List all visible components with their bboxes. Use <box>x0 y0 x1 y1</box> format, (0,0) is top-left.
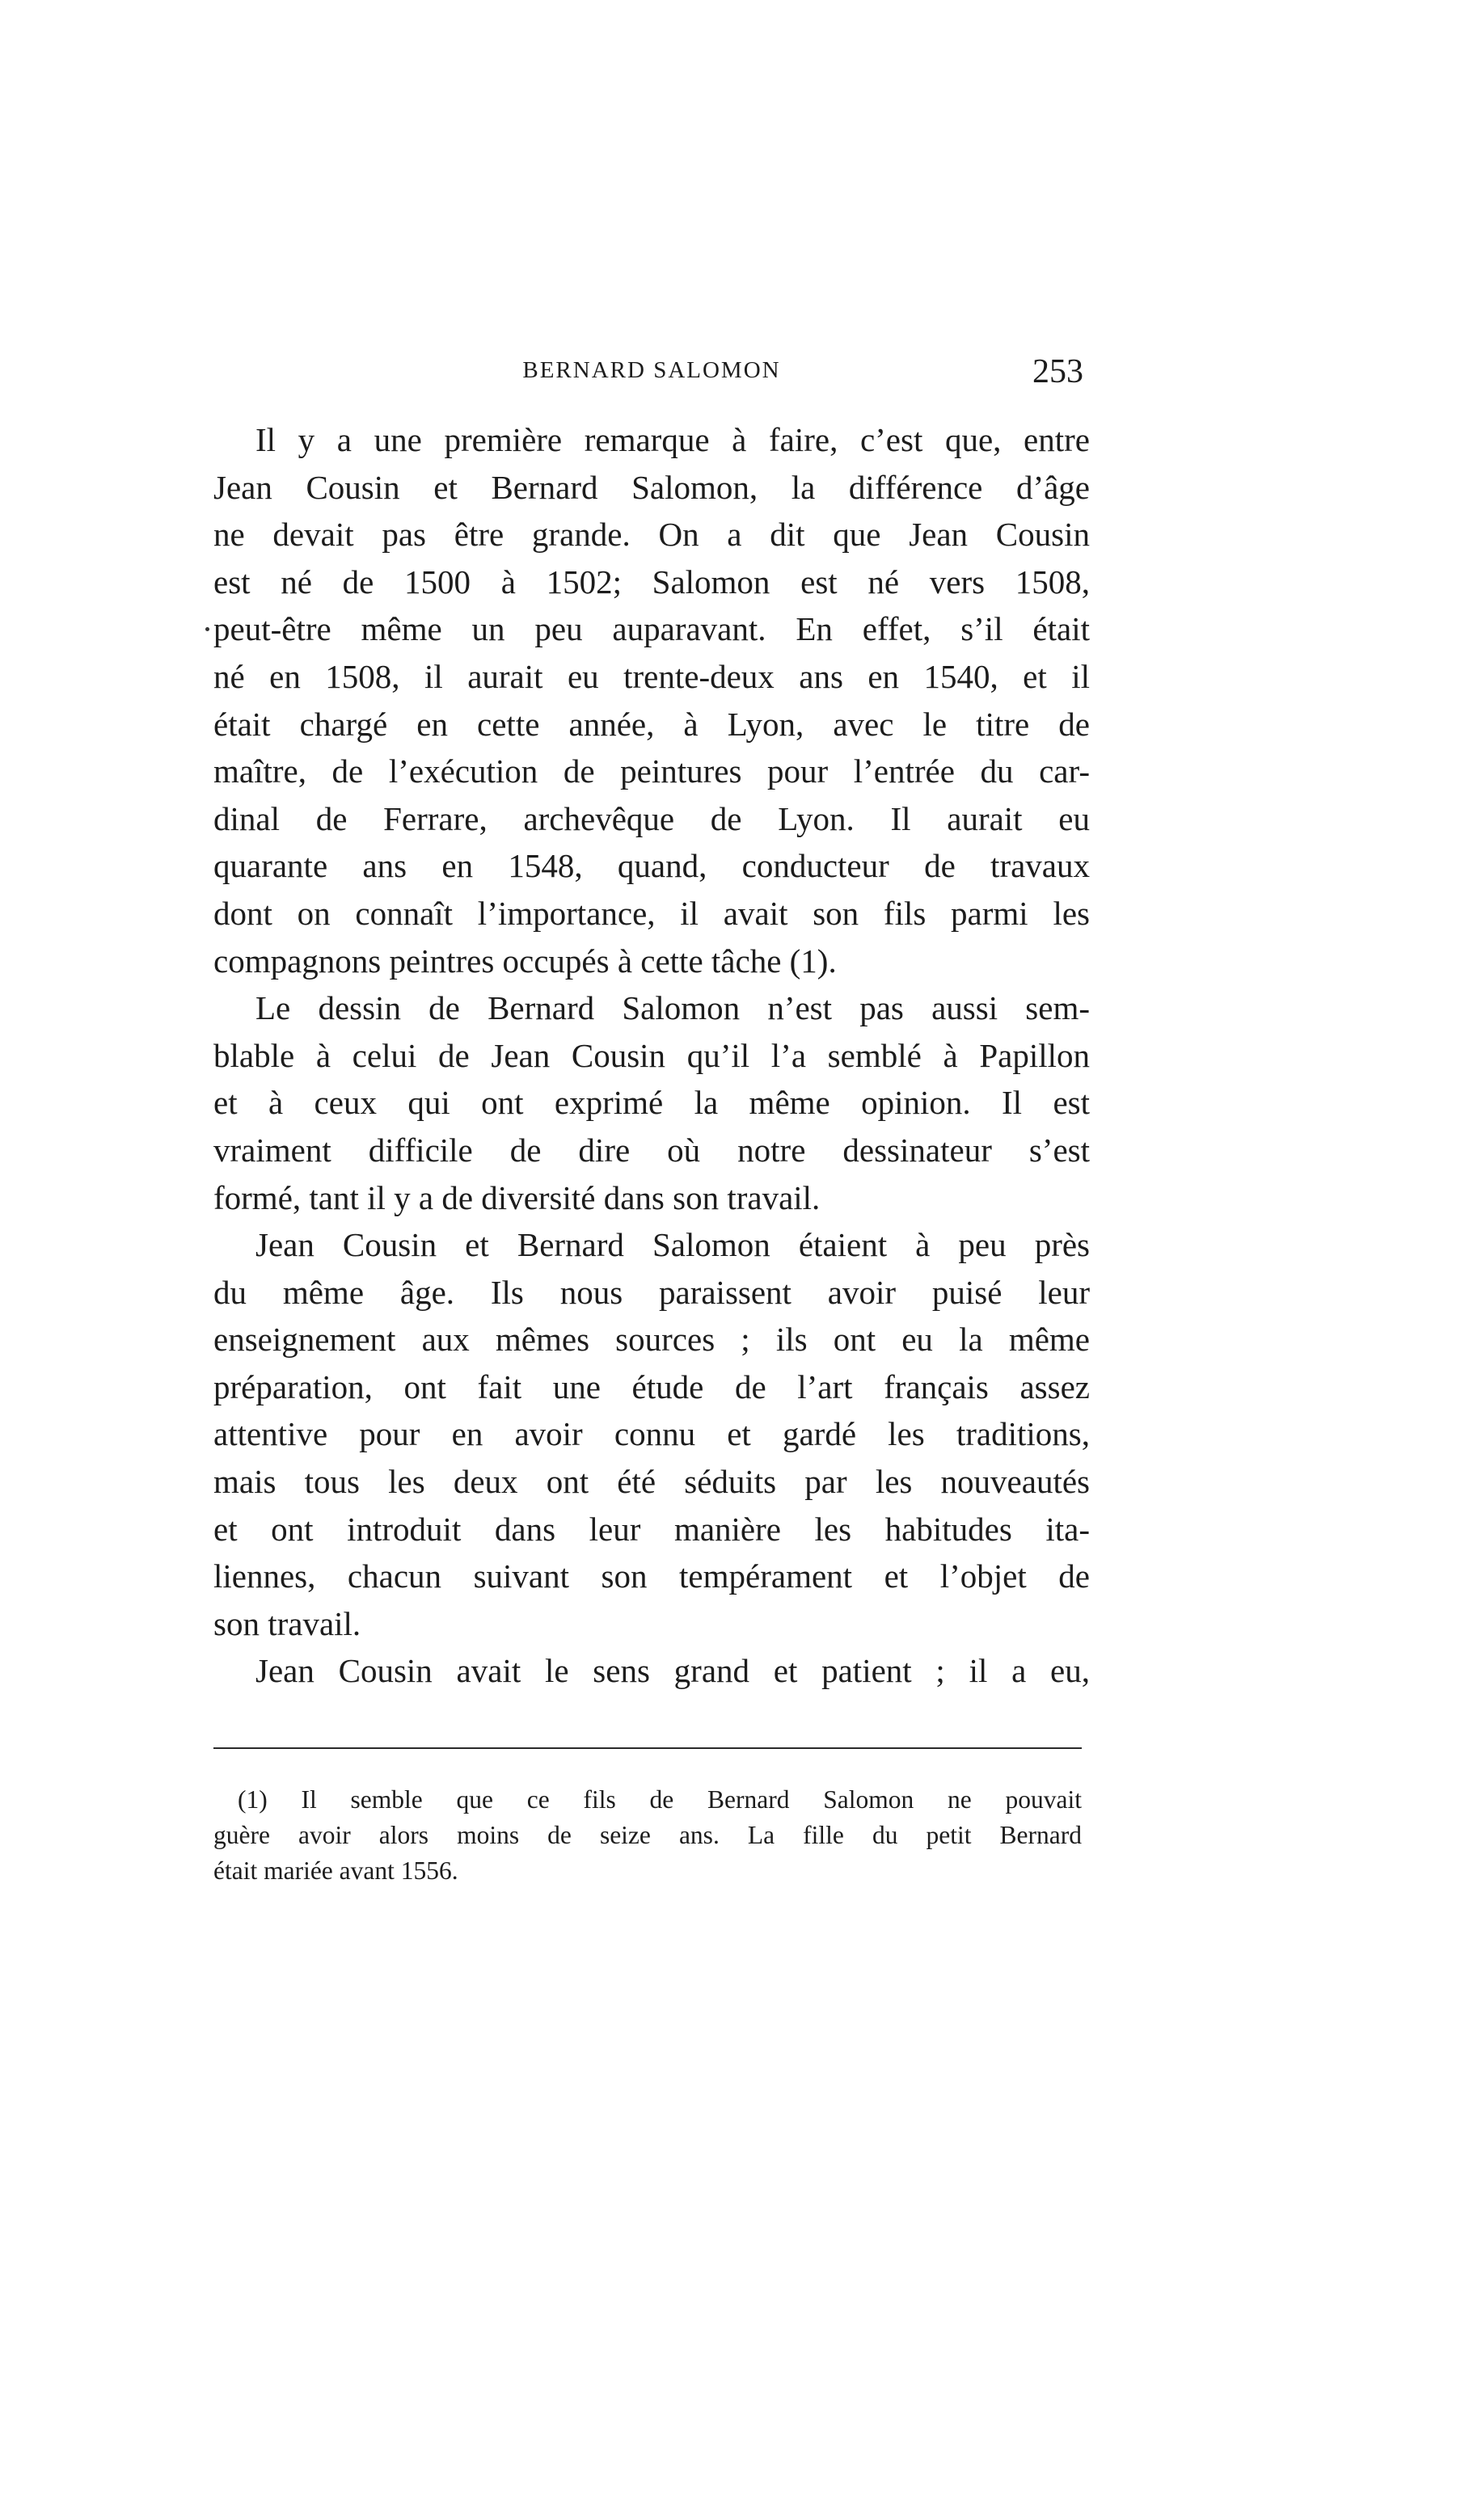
text-line: dont on connaît l’importance, il avait son fils parmi les <box>213 894 1090 932</box>
text-line: et à ceux qui ont exprimé la même opinion. Il est <box>213 1084 1090 1122</box>
text-line: dinal de Ferrare, archevêque de Lyon. Il aurait eu <box>213 799 1090 837</box>
text-line: son travail. <box>213 1604 361 1642</box>
footnote <box>213 1782 1082 1889</box>
text-line: vraiment difficile de dire où notre dessinateur s’est <box>213 1131 1090 1169</box>
text-line: Jean Cousin avait le sens grand et patient ; il a eu, <box>255 1652 1090 1690</box>
text-line: était chargé en cette année, à Lyon, avec le titre de <box>213 705 1090 743</box>
text-line: mais tous les deux ont été séduits par les nouveautés <box>213 1463 1090 1501</box>
text-line: blable à celui de Jean Cousin qu’il l’a semblé à Papillon <box>213 1036 1090 1074</box>
text-line: quarante ans en 1548, quand, conducteur de travaux <box>213 847 1090 885</box>
text-line: est né de 1500 à 1502; Salomon est né vers 1508, <box>213 563 1090 601</box>
text-line: maître, de l’exécution de peintures pour l’entrée du car- <box>213 752 1090 790</box>
footnote-line: était mariée avant 1556. <box>213 1856 458 1885</box>
text-line: formé, tant il y a de diversité dans son travail. <box>213 1178 821 1216</box>
running-title: BERNARD SALOMON <box>522 357 781 383</box>
text-line: préparation, ont fait une étude de l’art français assez <box>213 1367 1090 1405</box>
text-line: Il y a une première remarque à faire, c’est que, entre <box>255 421 1090 458</box>
text-line: enseignement aux mêmes sources ; ils ont eu la même <box>213 1321 1090 1359</box>
text-line: Le dessin de Bernard Salomon n’est pas aussi sem- <box>255 989 1090 1027</box>
text-line: Jean Cousin et Bernard Salomon étaient à peu près <box>255 1226 1090 1264</box>
running-head <box>213 352 1090 401</box>
text-line: et ont introduit dans leur manière les habitudes ita- <box>213 1510 1090 1548</box>
text-line: peut-être même un peu auparavant. En effet, s’il était <box>213 610 1090 648</box>
page-number: 253 <box>1032 353 1083 390</box>
print-speck <box>205 627 209 631</box>
footnote-line: (1) Il semble que ce fils de Bernard Salomon ne pouvait <box>238 1785 1082 1814</box>
body-text <box>213 416 1090 1695</box>
text-line: Jean Cousin et Bernard Salomon, la différence d’âge <box>213 468 1090 506</box>
footnote-rule <box>213 1747 1082 1749</box>
text-line: ne devait pas être grande. On a dit que Jean Cousin <box>213 516 1090 554</box>
text-line: attentive pour en avoir connu et gardé les traditions, <box>213 1415 1090 1453</box>
footnote-line: guère avoir alors moins de seize ans. La fille du petit Bernard <box>213 1821 1082 1849</box>
text-line: compagnons peintres occupés à cette tâche (1). <box>213 942 837 980</box>
text-line: du même âge. Ils nous paraissent avoir puisé leur <box>213 1273 1090 1311</box>
text-line: né en 1508, il aurait eu trente-deux ans en 1540, et il <box>213 657 1090 695</box>
text-line: liennes, chacun suivant son tempérament et l’objet de <box>213 1557 1090 1595</box>
